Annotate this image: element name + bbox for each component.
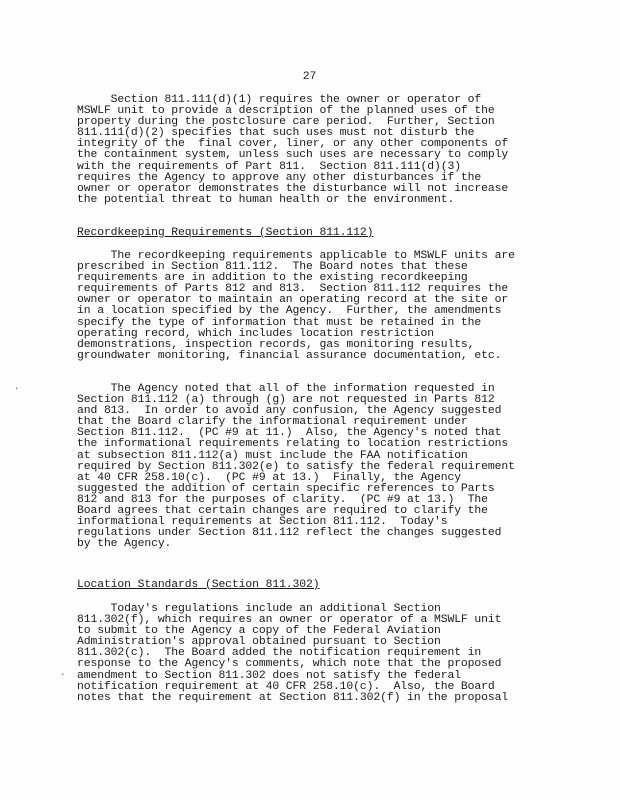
text-line: integrity of the final cover, liner, or any other components of bbox=[77, 138, 509, 151]
text-line: Section 811.112. (PC #9 at 11.) Also, the Agency's noted that bbox=[77, 427, 502, 440]
text-line: 812 and 813 for the purposes of clarity. (PC #9 at 13.) The bbox=[77, 493, 488, 506]
margin-mark: · bbox=[14, 384, 20, 394]
paragraph-recordkeeping bbox=[77, 251, 552, 362]
text-line: to submit to the Agency a copy of the Federal Aviation bbox=[77, 625, 441, 638]
text-line: response to the Agency's comments, which note that the proposed bbox=[77, 658, 502, 671]
text-line: The Agency noted that all of the information requested in bbox=[77, 383, 495, 395]
text-line: owner or operator demonstrates the disturbance will not increase bbox=[77, 182, 509, 195]
text-line: the potential threat to human health or the environment. bbox=[77, 193, 455, 206]
text-line: at subsection 811.112(a) must include the FAA notification bbox=[77, 449, 468, 462]
text-line: that the Board clarify the informational requirement under bbox=[77, 416, 468, 429]
text-line: regulations under Section 811.112 reflect the changes suggested bbox=[77, 527, 502, 540]
text-line: by the Agency. bbox=[77, 538, 172, 551]
text-line: the informational requirements relating to location restrictions bbox=[77, 438, 509, 451]
text-line: requirements are in addition to the existing recordkeeping bbox=[77, 272, 468, 285]
text-line: requires the Agency to approve any other disturbances if the bbox=[77, 171, 482, 184]
margin-mark: · bbox=[60, 670, 66, 680]
text-line: the containment system, unless such uses are necessary to comply bbox=[77, 149, 509, 162]
text-line: specify the type of information that must be retained in the bbox=[77, 316, 482, 329]
section-heading-recordkeeping: Recordkeeping Requirements (Section 811.112) bbox=[77, 227, 374, 239]
text-line: prescribed in Section 811.112. The Board notes that these bbox=[77, 261, 468, 274]
text-line: 811.302(c). The Board added the notification requirement in bbox=[77, 647, 482, 660]
text-line: requirements of Parts 812 and 813. Section 811.112 requires the bbox=[77, 283, 509, 296]
paragraph-postclosure-uses bbox=[77, 95, 552, 206]
paragraph-location-standards bbox=[77, 604, 552, 704]
text-line: The recordkeeping requirements applicable to MSWLF units are bbox=[77, 250, 515, 262]
text-line: in a location specified by the Agency. Further, the amendments bbox=[77, 305, 502, 318]
text-line: notification requirement at 40 CFR 258.10(c). Also, the Board bbox=[77, 680, 495, 693]
text-line: suggested the addition of certain specific references to Parts bbox=[77, 482, 495, 495]
text-line: required by Section 811.302(e) to satisfy the federal requirement bbox=[77, 460, 515, 473]
text-line: Administration's approval obtained pursuant to Section bbox=[77, 636, 441, 649]
text-line: Today's regulations include an additional Section bbox=[77, 603, 441, 615]
text-line: notes that the requirement at Section 811.302(f) in the proposal bbox=[77, 691, 509, 704]
text-line: and 813. In order to avoid any confusion, the Agency suggested bbox=[77, 405, 502, 418]
text-line: operating record, which includes location restriction bbox=[77, 327, 434, 340]
text-line: Board agrees that certain changes are required to clarify the bbox=[77, 505, 488, 518]
text-line: informational requirements at Section 811.112. Today's bbox=[77, 516, 448, 529]
text-line: 811.302(f), which requires an owner or operator of a MSWLF unit bbox=[77, 614, 502, 627]
text-line: with the requirements of Part 811. Section 811.111(d)(3) bbox=[77, 160, 461, 173]
text-line: owner or operator to maintain an operating record at the site or bbox=[77, 294, 509, 307]
text-line: groundwater monitoring, financial assurance documentation, etc. bbox=[77, 349, 502, 362]
text-line: Section 811.111(d)(1) requires the owner or operator of bbox=[77, 94, 482, 106]
text-line: at 40 CFR 258.10(c). (PC #9 at 13.) Finally, the Agency bbox=[77, 471, 461, 484]
page-number: 27 bbox=[302, 71, 317, 83]
text-line: demonstrations, inspection records, gas monitoring results, bbox=[77, 338, 475, 351]
text-line: 811.111(d)(2) specifies that such uses must not disturb the bbox=[77, 127, 475, 140]
text-line: MSWLF unit to provide a description of the planned uses of the bbox=[77, 105, 495, 118]
section-heading-location-standards: Location Standards (Section 811.302) bbox=[77, 579, 320, 591]
paragraph-agency-comments bbox=[77, 384, 552, 550]
text-line: property during the postclosure care period. Further, Section bbox=[77, 116, 495, 129]
text-line: Section 811.112 (a) through (g) are not requested in Parts 812 bbox=[77, 394, 495, 407]
text-line: amendment to Section 811.302 does not satisfy the federal bbox=[77, 669, 461, 682]
